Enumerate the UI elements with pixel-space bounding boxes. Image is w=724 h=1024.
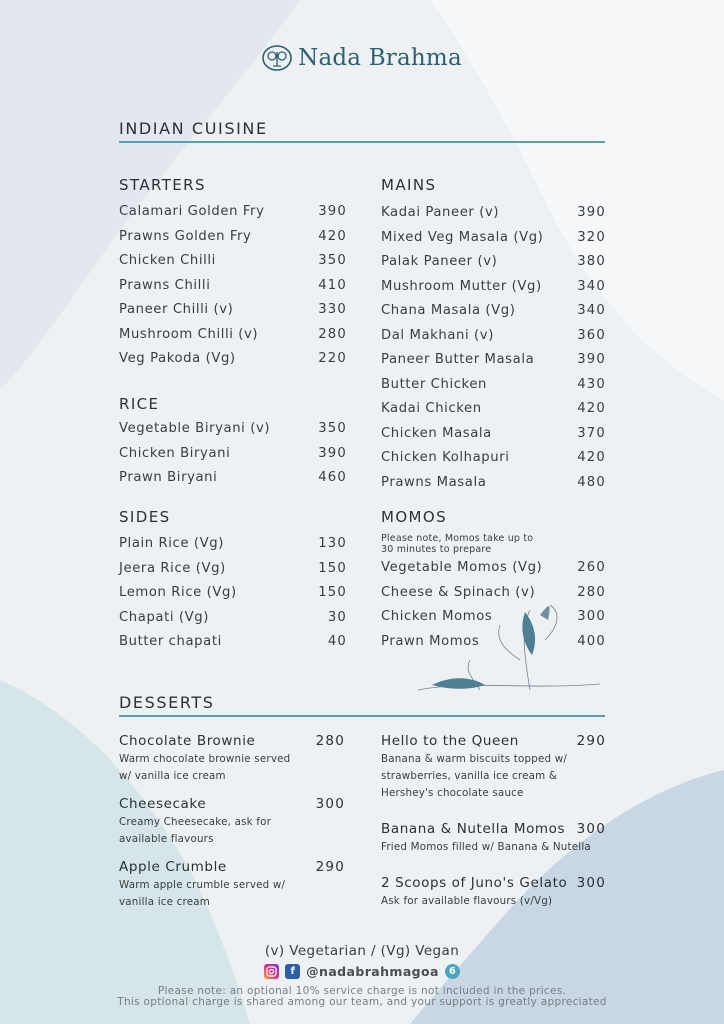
- item-name: Vegetable Momos (Vg): [381, 560, 543, 575]
- category-title-sides: SIDES: [119, 508, 171, 526]
- desc-line: available flavours: [119, 833, 214, 845]
- desc-line: Hershey's chocolate sauce: [381, 787, 524, 799]
- list-item: [119, 581, 347, 606]
- item-price: 130: [318, 536, 347, 551]
- service-charge-note: Please note: an optional 10% service charge is not included in the prices.: [157, 985, 567, 997]
- item-name: Paneer Chilli (v): [119, 302, 234, 317]
- item-name: Chicken Momos: [381, 609, 493, 624]
- item-price: 150: [318, 560, 347, 576]
- item-name: Chicken Chilli: [119, 253, 216, 268]
- section-divider: [119, 141, 605, 143]
- item-name: Prawns Chilli: [119, 277, 211, 293]
- service-charge-note: This optional charge is shared among our team, and your support is greatly appreciated: [117, 996, 607, 1008]
- item-name: Mixed Veg Masala (Vg): [381, 229, 544, 245]
- list-item: [381, 446, 606, 471]
- dessert-name: 2 Scoops of Juno's Gelato: [381, 875, 568, 891]
- item-name: Kadai Paneer (v): [381, 205, 500, 220]
- momos-note: [381, 533, 533, 555]
- desc-line: Ask for available flavours (v/Vg): [381, 895, 553, 907]
- momos-list: [381, 556, 606, 654]
- item-name: Chicken Biryani: [119, 445, 231, 461]
- item-name: Vegetable Biryani (v): [119, 421, 271, 436]
- section-divider: [119, 715, 605, 717]
- momos-note-line: Please note, Momos take up to: [381, 533, 534, 544]
- item-price: 430: [577, 376, 606, 392]
- item-price: 410: [318, 277, 347, 293]
- item-name: Cheese & Spinach (v): [381, 584, 536, 600]
- list-item: [119, 417, 347, 442]
- item-price: 480: [577, 474, 606, 490]
- item-name: Prawn Momos: [381, 633, 480, 649]
- list-item: [381, 250, 606, 275]
- list-item: [381, 556, 606, 581]
- dessert-item: [119, 733, 345, 785]
- item-name: Veg Pakoda (Vg): [119, 351, 236, 366]
- starters-list: [119, 200, 347, 372]
- desc-line: Creamy Cheesecake, ask for: [119, 816, 272, 828]
- desc-line: Warm chocolate brownie served: [119, 753, 291, 765]
- list-item: [381, 605, 606, 630]
- list-item: [381, 630, 606, 655]
- item-name: Plain Rice (Vg): [119, 536, 224, 551]
- dessert-description: [119, 751, 345, 785]
- item-price: 30: [327, 609, 347, 625]
- list-item: [381, 226, 606, 251]
- facebook-icon[interactable]: f: [285, 964, 300, 979]
- item-price: 380: [577, 254, 606, 269]
- list-item: [119, 274, 347, 299]
- item-name: Palak Paneer (v): [381, 254, 498, 269]
- swiggy-icon[interactable]: 6: [445, 964, 460, 979]
- desc-line: w/ vanilla ice cream: [119, 770, 226, 782]
- brand-logo: [0, 44, 724, 76]
- item-name: Prawn Biryani: [119, 470, 218, 485]
- rice-list: [119, 417, 347, 491]
- dessert-item: [119, 796, 345, 848]
- category-title-starters: STARTERS: [119, 176, 206, 194]
- list-item: [381, 348, 606, 373]
- item-price: 370: [577, 425, 606, 441]
- item-price: 340: [577, 278, 606, 294]
- desc-line: Warm apple crumble served w/: [119, 879, 286, 891]
- tree-circle-icon: [262, 44, 292, 72]
- list-item: [119, 606, 347, 631]
- list-item: [381, 201, 606, 226]
- dessert-item: [381, 733, 606, 802]
- item-price: 420: [577, 401, 606, 416]
- item-price: 320: [577, 229, 606, 245]
- item-name: Chicken Masala: [381, 425, 492, 441]
- desc-line: Banana & warm biscuits topped w/: [381, 753, 568, 765]
- item-price: 420: [577, 450, 606, 465]
- list-item: [381, 471, 606, 496]
- item-price: 390: [318, 445, 347, 461]
- list-item: [119, 323, 347, 348]
- item-name: Calamari Golden Fry: [119, 204, 265, 219]
- list-item: [381, 422, 606, 447]
- item-price: 150: [318, 585, 347, 600]
- item-price: 350: [318, 253, 347, 268]
- dessert-item: [119, 859, 345, 911]
- dessert-description: [381, 893, 606, 910]
- diet-legend: (v) Vegetarian / (Vg) Vegan: [264, 943, 460, 959]
- list-item: [381, 373, 606, 398]
- item-price: 220: [318, 351, 347, 366]
- list-item: [381, 299, 606, 324]
- item-price: 280: [318, 326, 347, 342]
- list-item: [119, 532, 347, 557]
- dessert-name: Hello to the Queen: [381, 733, 519, 749]
- category-title-momos: MOMOS: [381, 508, 448, 526]
- social-links: [0, 964, 724, 979]
- item-price: 40: [327, 634, 347, 649]
- momos-note-line: 30 minutes to prepare: [381, 544, 492, 555]
- item-price: 330: [318, 302, 347, 317]
- category-title-mains: MAINS: [381, 176, 437, 194]
- list-item: [381, 581, 606, 606]
- item-price: 300: [577, 609, 606, 624]
- desc-line: vanilla ice cream: [119, 896, 210, 908]
- list-item: [381, 275, 606, 300]
- brand-name: Nada Brahma: [298, 45, 462, 71]
- item-name: Lemon Rice (Vg): [119, 585, 237, 600]
- desc-line: strawberries, vanilla ice cream &: [381, 770, 558, 782]
- item-price: 350: [318, 421, 347, 436]
- item-name: Butter chapati: [119, 634, 222, 649]
- list-item: [119, 557, 347, 582]
- item-name: Butter Chicken: [381, 376, 487, 392]
- list-item: [119, 298, 347, 323]
- dessert-name: Chocolate Brownie: [119, 733, 256, 749]
- section-title-desserts: DESSERTS: [119, 693, 215, 712]
- dessert-price: 300: [576, 875, 606, 891]
- dessert-name: Cheesecake: [119, 796, 207, 812]
- item-price: 420: [318, 228, 347, 244]
- item-price: 460: [318, 470, 347, 485]
- mains-list: [381, 201, 606, 495]
- item-name: Chicken Kolhapuri: [381, 450, 510, 465]
- list-item: [119, 200, 347, 225]
- list-item: [119, 630, 347, 655]
- dessert-item: [381, 821, 606, 856]
- dessert-description: [119, 814, 345, 848]
- section-title-indian-cuisine: INDIAN CUISINE: [119, 119, 268, 138]
- dessert-name: Apple Crumble: [119, 859, 227, 875]
- instagram-icon[interactable]: [264, 964, 279, 979]
- list-item: [119, 466, 347, 491]
- item-name: Chana Masala (Vg): [381, 303, 516, 318]
- desc-line: Fried Momos filled w/ Banana & Nutella: [381, 841, 591, 853]
- social-handle[interactable]: @nadabrahmagoa: [306, 964, 439, 979]
- item-name: Mushroom Chilli (v): [119, 326, 259, 342]
- item-price: 390: [577, 352, 606, 367]
- list-item: [119, 442, 347, 467]
- category-title-rice: RICE: [119, 395, 160, 413]
- sides-list: [119, 532, 347, 655]
- dessert-description: [381, 839, 606, 856]
- item-price: 400: [577, 633, 606, 649]
- item-name: Dal Makhani (v): [381, 327, 494, 343]
- list-item: [381, 397, 606, 422]
- item-name: Kadai Chicken: [381, 401, 482, 416]
- item-price: 390: [318, 204, 347, 219]
- item-name: Chapati (Vg): [119, 609, 210, 625]
- item-price: 340: [577, 303, 606, 318]
- list-item: [119, 249, 347, 274]
- dessert-item: [381, 875, 606, 910]
- dessert-price: 280: [315, 733, 345, 749]
- item-name: Mushroom Mutter (Vg): [381, 278, 542, 294]
- item-price: 390: [577, 205, 606, 220]
- list-item: [119, 347, 347, 372]
- dessert-price: 290: [315, 859, 345, 875]
- item-price: 280: [577, 584, 606, 600]
- list-item: [381, 324, 606, 349]
- dessert-price: 300: [315, 796, 345, 812]
- item-name: Prawns Masala: [381, 474, 487, 490]
- dessert-price: 300: [576, 821, 606, 837]
- item-price: 360: [577, 327, 606, 343]
- item-name: Prawns Golden Fry: [119, 228, 252, 244]
- item-price: 260: [577, 560, 606, 575]
- dessert-description: [119, 877, 345, 911]
- dessert-price: 290: [576, 733, 606, 749]
- item-name: Paneer Butter Masala: [381, 352, 535, 367]
- list-item: [119, 225, 347, 250]
- dessert-description: [381, 751, 606, 802]
- dessert-name: Banana & Nutella Momos: [381, 821, 566, 837]
- item-name: Jeera Rice (Vg): [119, 560, 226, 576]
